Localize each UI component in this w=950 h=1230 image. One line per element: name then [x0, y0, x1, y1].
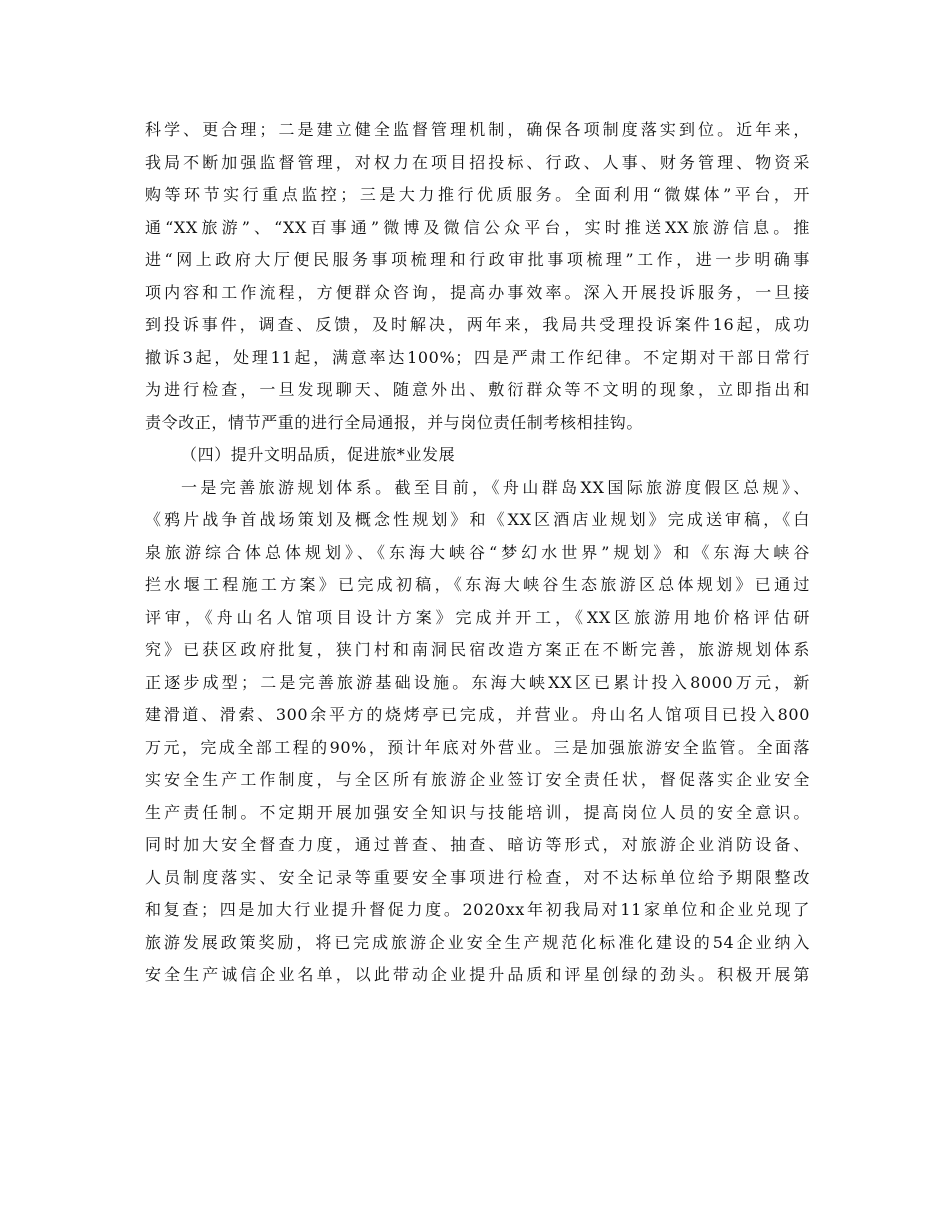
text-line: 拦水堰工程施工方案》已完成初稿，《东海大峡谷生态旅游区总体规划》已通过 [145, 575, 810, 594]
text-line: 通“XX旅游”、“XX百事通”微博及微信公众平台，实时推送XX旅游信息。推 [145, 217, 810, 237]
text-line: 评审，《舟山名人馆项目设计方案》完成并开工，《XX区旅游用地价格评估研 [145, 607, 810, 627]
text-line: 究》已获区政府批复，狭门村和南洞民宿改造方案正在不断完善，旅游规划体系 [145, 640, 810, 659]
section-heading [145, 439, 810, 472]
text-line: 建滑道、滑索、300余平方的烧烤亭已完成，并营业。舟山名人馆项目已投入800 [145, 705, 810, 724]
text-line: 我局不断加强监督管理，对权力在项目招投标、行政、人事、财务管理、物资采 [145, 152, 810, 172]
text-line: 项内容和工作流程，方便群众咨询，提高办事效率。深入开展投诉服务，一旦接 [145, 282, 810, 302]
text-line: 安全生产诚信企业名单，以此带动企业提升品质和评星创绿的劲头。积极开展第 [145, 965, 810, 984]
text-line: 旅游发展政策奖励，将已完成旅游企业安全生产规范化标准化建设的54企业纳入 [145, 932, 810, 952]
text-line: 正逐步成型；二是完善旅游基础设施。东海大峡XX区已累计投入8000万元，新 [145, 672, 810, 692]
text-line: 购等环节实行重点监控；三是大力推行优质服务。全面利用“微媒体”平台，开 [145, 185, 810, 204]
paragraph-p1 [145, 114, 810, 439]
paragraph-p2 [145, 472, 810, 992]
text-line: 《鸦片战争首战场策划及概念性规划》和《XX区酒店业规划》完成送审稿，《白 [145, 510, 810, 529]
text-line: 一是完善旅游规划体系。截至目前，《舟山群岛XX国际旅游度假区总规》、 [181, 477, 810, 497]
text-line: 实安全生产工作制度，与全区所有旅游企业签订安全责任状，督促落实企业安全 [145, 770, 810, 789]
text-line: 责令改正，情节严重的进行全局通报，并与岗位责任制考核相挂钩。 [145, 412, 644, 432]
text-line: 进“网上政府大厅便民服务事项梳理和行政审批事项梳理”工作，进一步明确事 [145, 250, 810, 269]
text-line: 撤诉3起，处理11起，满意率达100%；四是严肃工作纪律。不定期对干部日常行 [145, 347, 810, 367]
text-line: 万元，完成全部工程的90%，预计年底对外营业。三是加强旅游安全监管。全面落 [145, 737, 810, 757]
heading-line: （四）提升文明品质，促进旅*业发展 [181, 445, 456, 464]
text-line: 科学、更合理；二是建立健全监督管理机制，确保各项制度落实到位。近年来， [145, 120, 810, 139]
text-line: 生产责任制。不定期开展加强安全知识与技能培训，提高岗位人员的安全意识。 [145, 802, 810, 822]
text-line: 泉旅游综合体总体规划》、《东海大峡谷“梦幻水世界”规划》和《东海大峡谷 [145, 542, 810, 562]
text-line: 人员制度落实、安全记录等重要安全事项进行检查，对不达标单位给予期限整改 [145, 867, 810, 887]
text-line: 同时加大安全督查力度，通过普查、抽查、暗访等形式，对旅游企业消防设备、 [145, 835, 810, 854]
text-line: 到投诉事件，调查、反馈，及时解决，两年来，我局共受理投诉案件16起，成功 [145, 315, 810, 334]
text-line: 和复查；四是加大行业提升督促力度。2020xx年初我局对11家单位和企业兑现了 [145, 900, 810, 919]
text-line: 为进行检查，一旦发现聊天、随意外出、敷衍群众等不文明的现象，立即指出和 [145, 380, 810, 399]
document-body [145, 114, 810, 992]
